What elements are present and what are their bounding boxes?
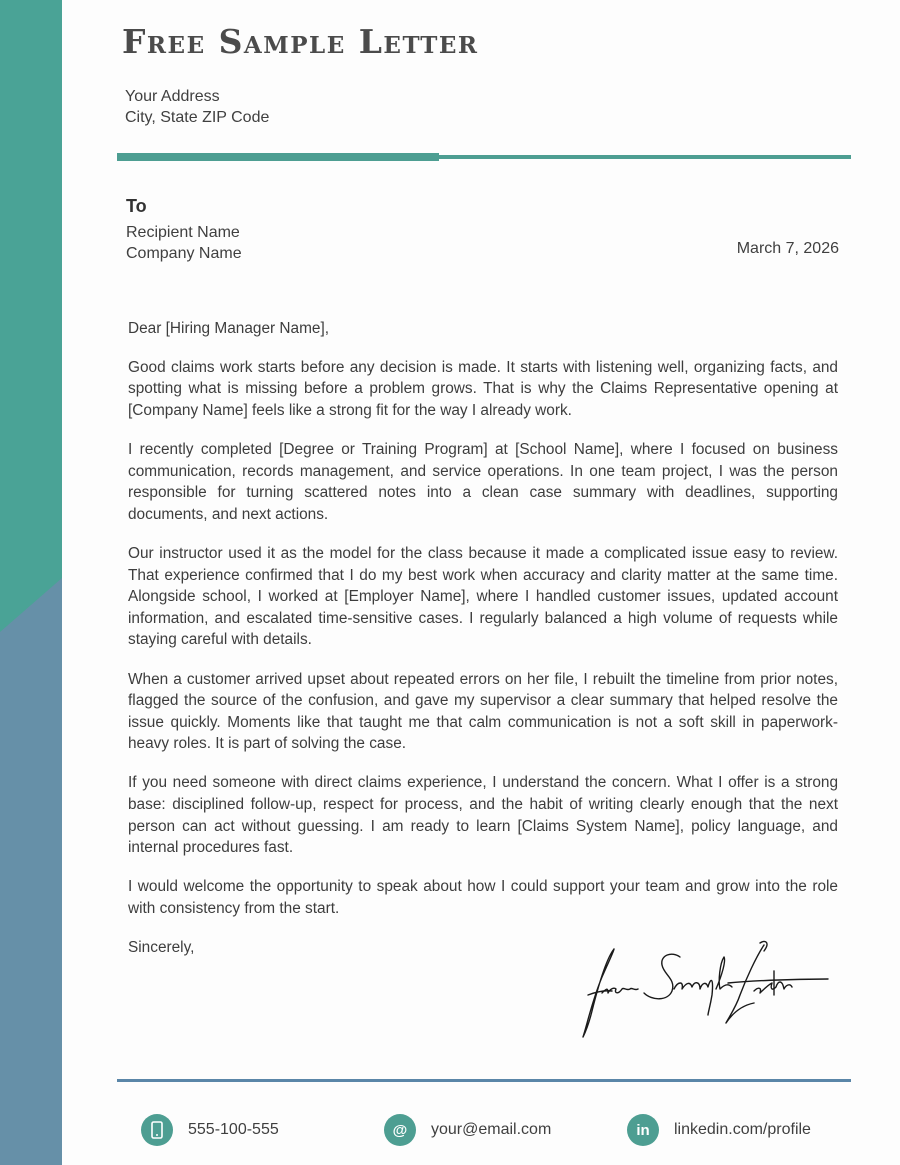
footer-linkedin[interactable]: [627, 1113, 811, 1147]
email-address: your@email.com: [431, 1121, 552, 1138]
sender-address: Your Address: [125, 88, 220, 105]
footer-divider: [117, 1079, 851, 1082]
footer-email[interactable]: [384, 1113, 551, 1147]
recipient-block: [126, 222, 242, 264]
letter-body: [128, 318, 838, 976]
phone-number: 555-100-555: [188, 1121, 279, 1138]
phone-icon: [141, 1114, 173, 1146]
body-paragraph: I recently completed [Degree or Training Program] at [School Name], where I focused on business communication, records management, and service operations. In one team project, I was the person responsible for turning scattered notes into a clean case summary with deadlines, supporting documents, and next actions.: [128, 440, 838, 523]
body-paragraph: I would welcome the opportunity to speak about how I could support your team and grow into the role with consistency from the start.: [128, 878, 838, 918]
at-icon: @: [384, 1114, 416, 1146]
recipient-company: Company Name: [126, 245, 242, 262]
recipient-name: Recipient Name: [126, 224, 240, 241]
body-paragraph: Good claims work starts before any decision is made. It starts with listening well, organizing facts, and spotting what is missing before a problem grows. That is why the Claims Representative opening at [Company Name] feels like a strong fit for the way I already work.: [128, 358, 838, 419]
header-divider: [117, 153, 851, 161]
body-paragraph: When a customer arrived upset about repeated errors on her file, I rebuilt the timeline from prior notes, flagged the source of the confusion, and gave my supervisor a clear summary that helped resolve the issue quickly. Moments like that taught me that calm communication is not a soft skill in paperwork-heavy roles. It is part of solving the case.: [128, 670, 838, 753]
salutation: Dear [Hiring Manager Name],: [128, 320, 330, 337]
linkedin-url: linkedin.com/profile: [674, 1121, 811, 1138]
sender-city-line: City, State ZIP Code: [125, 109, 270, 126]
handwritten-signature: [578, 935, 833, 1045]
body-paragraph: If you need someone with direct claims experience, I understand the concern. What I offer is a strong base: disciplined follow-up, respect for process, and the habit of writing clearly enough that the next person can act without guessing. I am ready to learn [Claims System Name], policy language, and internal procedures fast.: [128, 774, 838, 857]
decorative-side-bar: [0, 0, 62, 1165]
sender-address-block: [125, 86, 269, 128]
letter-title: Free Sample Letter: [122, 22, 479, 61]
to-label: To: [126, 196, 147, 216]
footer-phone[interactable]: [141, 1113, 279, 1147]
body-paragraph: Our instructor used it as the model for the class because it made a complicated issue easy to review. That experience confirmed that I do my best work when accuracy and clarity matter at the same time. Alongside school, I worked at [Employer Name], where I handled customer issues, updated account information, and escalated time-sensitive cases. I regularly balanced a high volume of requests while staying careful with details.: [128, 544, 838, 649]
letter-date: March 7, 2026: [736, 240, 839, 257]
linkedin-icon: in: [627, 1114, 659, 1146]
closing: Sincerely,: [128, 939, 195, 957]
